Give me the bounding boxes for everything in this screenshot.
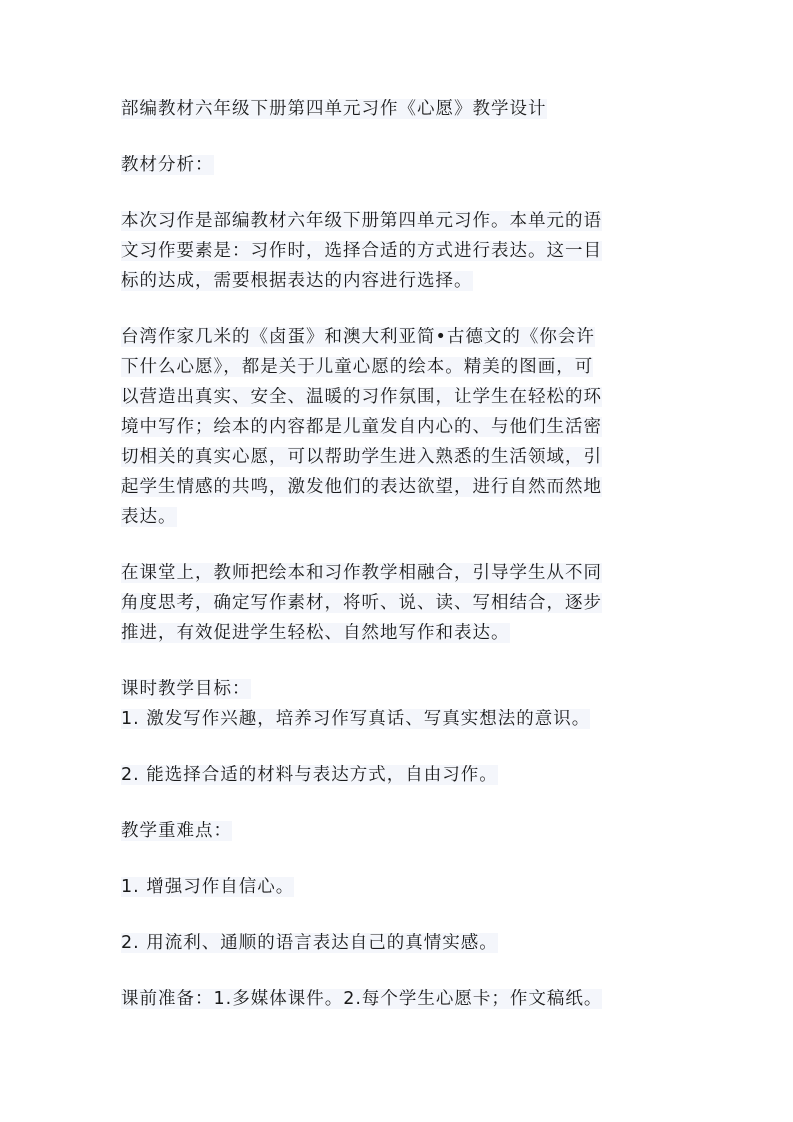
paragraph-line: 标的达成，需要根据表达的内容进行选择。: [121, 271, 473, 291]
paragraph-line: 表达。: [121, 507, 177, 527]
keypoint-item-1: 1. 增强习作自信心。: [121, 877, 295, 897]
goal-item-2: 2. 能选择合适的材料与表达方式，自由习作。: [121, 765, 498, 785]
paragraph-line: 境中写作；绘本的内容都是儿童发自内心的、与他们生活密: [121, 417, 602, 437]
paragraph-line: 推进，有效促进学生轻松、自然地写作和表达。: [121, 623, 510, 643]
paragraph-line: 以营造出真实、安全、温暖的习作氛围，让学生在轻松的环: [121, 387, 602, 407]
paragraph-line: 角度思考，确定写作素材，将听、说、读、写相结合，逐步: [121, 593, 602, 613]
paragraph-line: 在课堂上，教师把绘本和习作教学相融合，引导学生从不同: [121, 563, 602, 583]
goal-item-1: 1. 激发写作兴趣，培养习作写真话、写真实想法的意识。: [121, 709, 591, 729]
paragraph-line: 文习作要素是：习作时，选择合适的方式进行表达。这一目: [121, 241, 602, 261]
analysis-heading: 教材分析：: [121, 155, 214, 175]
paragraph-2: [121, 322, 677, 532]
document-body: [121, 94, 677, 1014]
paragraph-line: 本次习作是部编教材六年级下册第四单元习作。本单元的语: [121, 211, 602, 231]
paragraph-line: 起学生情感的共鸣，激发他们的表达欲望，进行自然而然地: [121, 477, 602, 497]
document-title: 部编教材六年级下册第四单元习作《心愿》教学设计: [121, 99, 547, 119]
goals-heading: 课时教学目标：: [121, 679, 251, 699]
paragraph-line: 台湾作家几米的《卤蛋》和澳大利亚简•古德文的《你会许: [121, 327, 595, 347]
preparation-line: 课前准备：1.多媒体课件。2.每个学生心愿卡；作文稿纸。: [121, 989, 603, 1009]
keypoint-item-2: 2. 用流利、通顺的语言表达自己的真情实感。: [121, 933, 498, 953]
paragraph-1: [121, 206, 677, 296]
paragraph-3: [121, 558, 677, 648]
paragraph-line: 切相关的真实心愿，可以帮助学生进入熟悉的生活领域，引: [121, 447, 602, 467]
keypoints-heading: 教学重难点：: [121, 821, 232, 841]
paragraph-line: 下什么心愿》，都是关于儿童心愿的绘本。精美的图画，可: [121, 357, 594, 377]
